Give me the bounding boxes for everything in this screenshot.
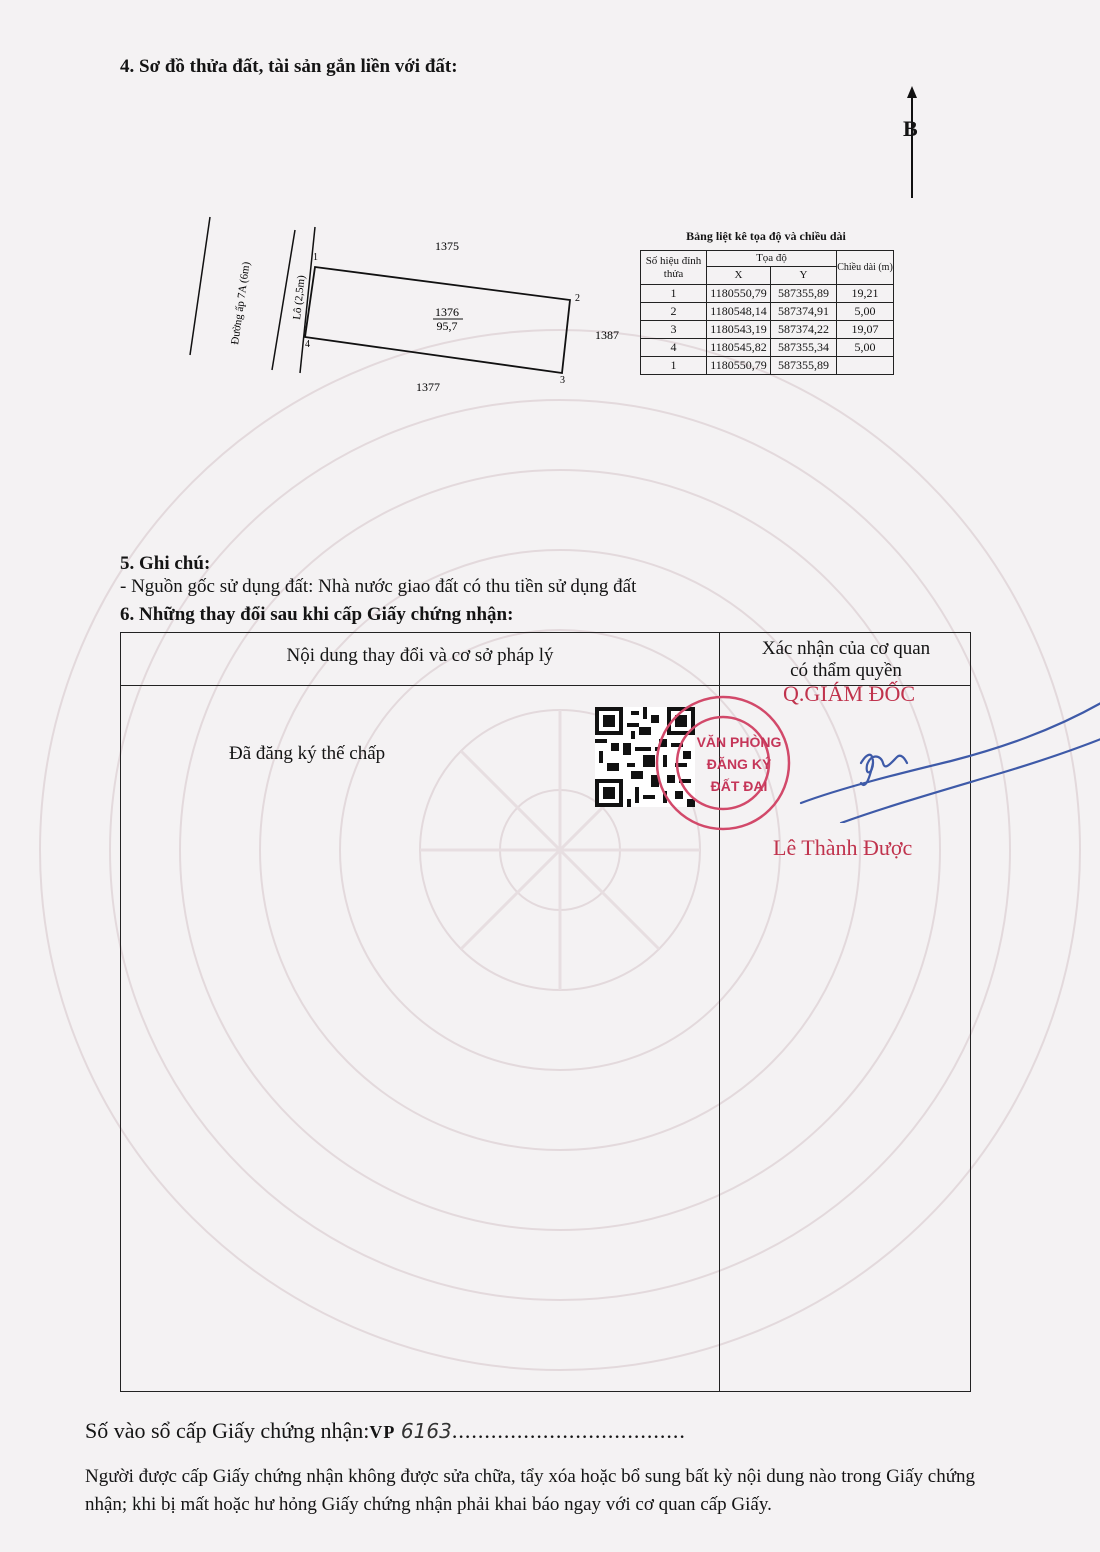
cell-y: 587374,22: [771, 321, 837, 339]
road-line-right: [272, 230, 295, 370]
table-row: [641, 339, 894, 357]
neighbor-right: 1387: [595, 328, 619, 342]
stamp-line-1: VĂN PHÒNG: [696, 734, 782, 750]
registration-line: [85, 1418, 686, 1444]
registration-number: 6163: [400, 1419, 452, 1443]
registration-prefix: VP: [369, 1422, 396, 1442]
cell-y: 587355,89: [771, 285, 837, 303]
table-row: [641, 357, 894, 375]
parcel-sketch: [180, 205, 640, 405]
section-4-title: 4. Sơ đồ thửa đất, tài sản gắn liền với đất:: [120, 56, 458, 77]
section-5-title: 5. Ghi chú:: [120, 553, 211, 574]
registration-dots: ....................................: [451, 1418, 686, 1443]
vertex-3-label: 3: [560, 375, 565, 386]
stamp-text: [691, 731, 787, 797]
table-row: [641, 321, 894, 339]
vertex-1-label: 1: [313, 252, 318, 263]
footer-note: Người được cấp Giấy chứng nhận không được sửa chữa, tẩy xóa hoặc bổ sung bất kỳ nội dung nào trong Giấy chứng nhận; khi bị mất hoặc hư hỏng Giấy chứng nhận phải khai báo ngay với cơ quan cấp Giấy.: [85, 1466, 976, 1515]
cell-x: 1180543,19: [707, 321, 771, 339]
signature-icon: [781, 693, 1100, 823]
signer-title: Q.GIÁM ĐỐC: [783, 681, 915, 706]
coord-header-point: Số hiệu đỉnh thửa: [641, 251, 707, 285]
land-origin-note: - Nguồn gốc sử dụng đất: Nhà nước giao đất có thu tiền sử dụng đất: [120, 576, 637, 597]
stamp-line-2: ĐĂNG KÝ: [706, 756, 772, 772]
cell-length: 19,07: [837, 321, 894, 339]
north-label: B: [903, 116, 918, 141]
cell-y: 587355,89: [771, 357, 837, 375]
vertex-4-label: 4: [305, 339, 310, 350]
cell-length: 5,00: [837, 303, 894, 321]
lane-label: Lô (2,5m): [291, 274, 308, 321]
coord-header-x: X: [707, 267, 771, 285]
parcel-area: 95,7: [436, 319, 458, 333]
cell-x: 1180550,79: [707, 357, 771, 375]
road-line-left: [190, 217, 210, 355]
table-row: [641, 303, 894, 321]
neighbor-bottom: 1377: [416, 380, 440, 394]
cell-point: 1: [641, 357, 707, 375]
change-entry-mortgage: Đã đăng ký thế chấp: [229, 743, 386, 764]
cell-y: 587355,34: [771, 339, 837, 357]
changes-col2-header: [721, 638, 971, 682]
neighbor-top: 1375: [435, 239, 459, 253]
cell-x: 1180545,82: [707, 339, 771, 357]
coord-header-y: Y: [771, 267, 837, 285]
coord-table-title: Bảng liệt kê tọa độ và chiều dài: [686, 229, 846, 243]
cell-length: 5,00: [837, 339, 894, 357]
signer-name: Lê Thành Được: [773, 835, 913, 860]
cell-point: 4: [641, 339, 707, 357]
coord-header-length: Chiều dài (m): [837, 251, 894, 285]
coord-header-coord: Tọa độ: [707, 251, 837, 267]
changes-col2-header-line1: Xác nhận của cơ quan: [761, 638, 931, 659]
cell-y: 587374,91: [771, 303, 837, 321]
cell-point: 3: [641, 321, 707, 339]
changes-table: [120, 632, 971, 1392]
road-label: Đường ấp 7A (6m): [229, 260, 253, 346]
changes-col1-header: Nội dung thay đổi và cơ sở pháp lý: [286, 645, 554, 666]
vertex-2-label: 2: [575, 293, 580, 304]
cell-length: 19,21: [837, 285, 894, 303]
section-6-title: 6. Những thay đổi sau khi cấp Giấy chứng nhận:: [120, 604, 514, 625]
north-arrow-icon: [902, 86, 922, 198]
changes-col2-header-line2: có thẩm quyền: [790, 660, 902, 681]
cell-x: 1180550,79: [707, 285, 771, 303]
parcel-number: 1376: [435, 305, 459, 319]
cell-length: [837, 357, 894, 375]
cell-x: 1180548,14: [707, 303, 771, 321]
cell-point: 2: [641, 303, 707, 321]
coord-table: [640, 250, 894, 375]
table-row: [641, 285, 894, 303]
registration-label: Số vào sổ cấp Giấy chứng nhận:: [85, 1418, 370, 1443]
stamp-line-3: ĐẤT ĐAI: [710, 778, 768, 794]
cell-point: 1: [641, 285, 707, 303]
